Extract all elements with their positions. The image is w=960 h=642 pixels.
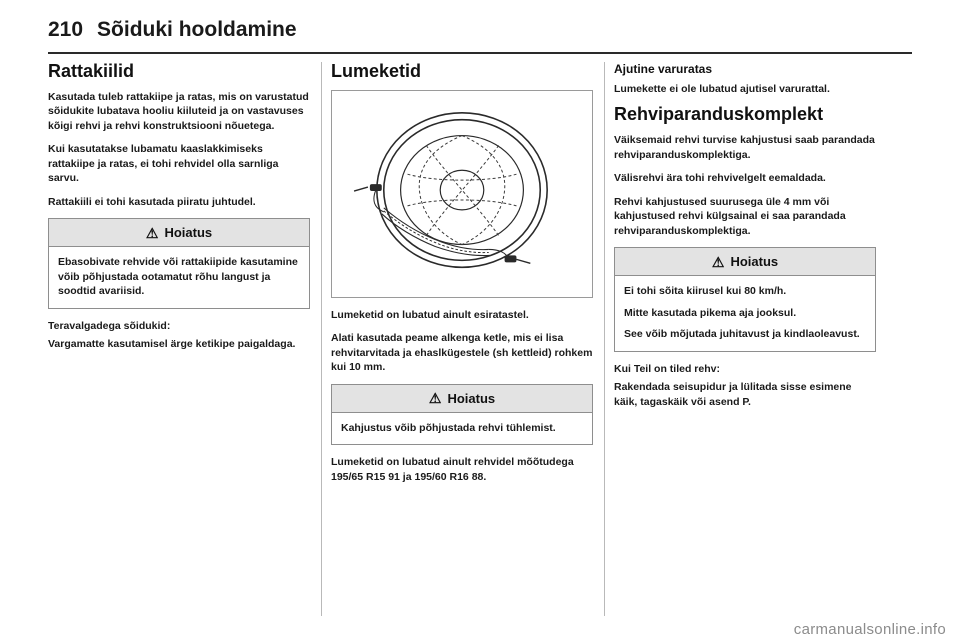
paragraph: Kui Teil on tiled rehv: <box>614 362 720 375</box>
paragraph: Kui kasutatakse lubamatu kaaslakkimiseks rattakiipe ja ratas, ei tohi rehvidel olla sarnliga sarvu. <box>48 143 279 185</box>
section-heading-rattakiilid: Rattakiilid <box>48 61 135 81</box>
paragraph: Rehvi kahjustused suurusega üle 4 mm või kahjustused rehvi külgsainal ei saa parandada rehviparanduskomplektiga. <box>614 195 846 237</box>
chapter-title: Sõiduki hooldamine <box>97 18 297 41</box>
paragraph: Välisrehvi ära tohi rehvivelgelt eemaldada. <box>614 172 826 185</box>
paragraph: Lumekette ei ole lubatud ajutisel varurattal. <box>614 83 830 95</box>
warning-body <box>332 413 592 444</box>
warning-paragraph: Ei tohi sõita kiirusel kui 80 km/h. <box>624 285 787 298</box>
paragraph: Lumeketid on lubatud ainult rehvidel mõõtudega 195/65 R15 91 ja 195/60 R16 88. <box>331 456 574 483</box>
paragraph: Kasutada tuleb rattakiipe ja ratas, mis on varustatud sõidukite lubatava hooliu kiiluteid ja on vastavuses kõigi rehvi ja rehvi konstruktsiooni nõuetega. <box>48 90 309 132</box>
paragraph: Vargamatte kasutamisel ärge ketikipe paigaldaga. <box>48 338 296 351</box>
watermark: carmanualsonline.info <box>793 621 946 638</box>
warning-title: Hoiatus <box>730 254 779 270</box>
warning-triangle-icon: ⚠ <box>145 224 159 241</box>
snow-chain-on-wheel-illustration <box>331 90 593 298</box>
warning-body <box>49 247 309 307</box>
paragraph: Teravalgadega sõidukid: <box>48 319 171 332</box>
column-2 <box>331 62 593 616</box>
warning-header <box>332 385 592 413</box>
warning-box <box>48 218 310 308</box>
page-number: 210 <box>48 18 84 41</box>
warning-header <box>49 219 309 247</box>
warning-triangle-icon: ⚠ <box>711 253 725 270</box>
paragraph: Alati kasutada peame alkenga ketle, mis ei lisa rehvitarvitada ja ehaslkügestele (sh kettleid) rohkem kui 10 mm. <box>331 332 593 374</box>
warning-box <box>331 384 593 445</box>
warning-paragraph: Ebasobivate rehvide või rattakiipide kasutamine võib põhjustada ootamatut rõhu langust ja soodtid avariisid. <box>58 256 298 298</box>
page-header <box>48 18 912 54</box>
warning-paragraph: See võib mõjutada juhitavust ja kindlaoleavust. <box>624 328 860 341</box>
warning-title: Hoiatus <box>164 225 213 241</box>
warning-paragraph: Mitte kasutada pikema aja jooksul. <box>624 306 797 319</box>
column-3 <box>614 62 876 616</box>
warning-title: Hoiatus <box>447 390 496 406</box>
warning-header <box>615 248 875 276</box>
subheading-ajutine-varuratas: Ajutine varuratas <box>614 62 713 76</box>
warning-paragraph: Kahjustus võib põhjustada rehvi tühlemist. <box>341 421 556 434</box>
warning-triangle-icon: ⚠ <box>428 390 442 407</box>
column-1 <box>48 62 310 616</box>
column-divider <box>593 62 614 616</box>
section-heading-lumeketid: Lumeketid <box>331 61 422 81</box>
warning-body <box>615 276 875 350</box>
paragraph: Rakendada seisupidur ja lülitada sisse esimene käik, tagaskäik või asend P. <box>614 381 852 408</box>
column-divider <box>310 62 331 616</box>
section-heading-rehviparanduskomplekt: Rehviparanduskomplekt <box>614 104 824 125</box>
paragraph: Lumeketid on lubatud ainult esiratastel. <box>331 308 529 321</box>
paragraph: Rattakiili ei tohi kasutada piiratu juhtudel. <box>48 195 256 208</box>
paragraph: Väiksemaid rehvi turvise kahjustusi saab parandada rehviparanduskomplektiga. <box>614 134 875 161</box>
warning-box <box>614 247 876 351</box>
page-columns <box>48 62 912 616</box>
